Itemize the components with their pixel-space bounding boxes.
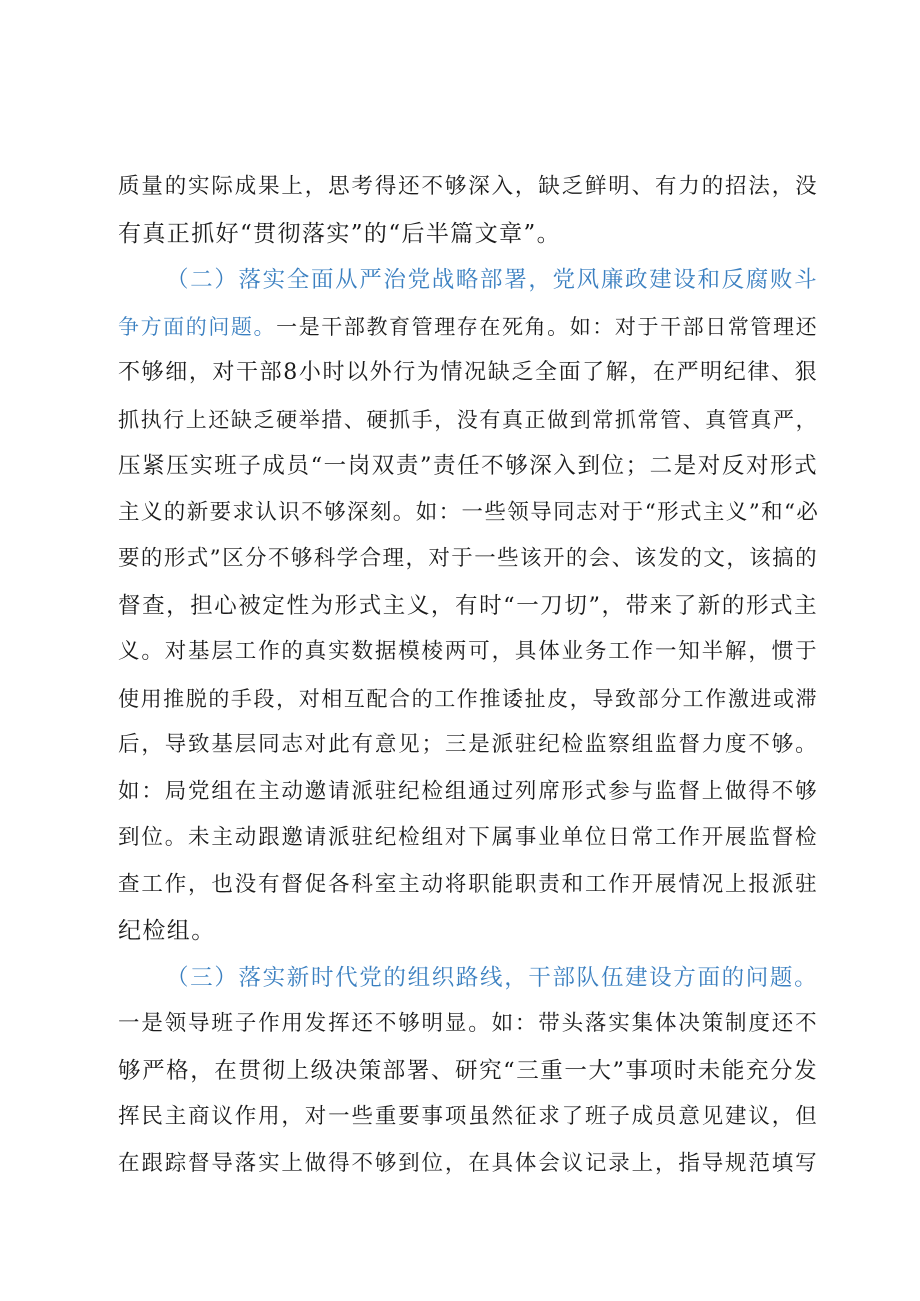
paragraph-line: 挥民主商议作用，对一些重要事项虽然征求了班子成员意见建议，但 [118, 1104, 818, 1129]
section-heading: （二）落实全面从严治党战略部署，党风廉政建设和反腐败斗 [166, 267, 818, 293]
paragraph-text: 一是干部教育管理存在死角。如：对于干部日常管理还 [276, 314, 818, 339]
paragraph-line: 不够细，对干部8小时以外行为情况缺乏全面了解，在严明纪律、狠 [118, 360, 818, 385]
paragraph-line: 义。对基层工作的真实数据模棱两可，具体业务工作一知半解，惯于 [118, 639, 818, 664]
paragraph-line: 查工作，也没有督促各科室主动将职能职责和工作开展情况上报派驻 [118, 871, 818, 897]
section-heading-tail: 争方面的问题。 [118, 314, 277, 339]
document-page [118, 164, 818, 1187]
paragraph-line: 到位。未主动跟邀请派驻纪检组对下属事业单位日常工作开展监督检 [118, 825, 818, 850]
paragraph-line: 压紧压实班子成员“一岗双责”责任不够深入到位；二是对反对形式 [118, 453, 818, 479]
paragraph-line: 纪检组。 [118, 918, 216, 944]
paragraph-line: 后，导致基层同志对此有意见；三是派驻纪检监察组监督力度不够。 [118, 732, 818, 757]
paragraph-line: 如：局党组在主动邀请派驻纪检组通过列席形式参与监督上做得不够 [118, 778, 818, 804]
paragraph-line: 要的形式”区分不够科学合理，对于一些该开的会、该发的文，该搞的 [118, 546, 818, 571]
section-heading: （三）落实新时代党的组织路线，干部队伍建设方面的问题。 [166, 964, 818, 991]
paragraph-line: 一是领导班子作用发挥还不够明显。如：带头落实集体决策制度还不 [118, 1011, 818, 1036]
paragraph-line: 抓执行上还缺乏硬举措、硬抓手，没有真正做到常抓常管、真管真严， [118, 407, 818, 432]
paragraph-line [118, 304, 818, 351]
paragraph-line: 在跟踪督导落实上做得不够到位，在具体会议记录上，指导规范填写 [118, 1150, 818, 1176]
paragraph-line: 督查，担心被定性为形式主义，有时“一刀切”，带来了新的形式主 [118, 592, 818, 619]
paragraph-line: 主义的新要求认识不够深刻。如：一些领导同志对于“形式主义”和“必 [118, 499, 820, 525]
paragraph-line: 够严格，在贯彻上级决策部署、研究“三重一大”事项时未能充分发 [118, 1057, 818, 1084]
paragraph-line: 使用推脱的手段，对相互配合的工作推诿扯皮，导致部分工作激进或滞 [118, 686, 818, 711]
paragraph-line: 质量的实际成果上，思考得还不够深入，缺乏鲜明、有力的招法，没 [118, 174, 818, 199]
paragraph-line: 有真正抓好“贯彻落实”的“后半篇文章”。 [118, 220, 562, 247]
